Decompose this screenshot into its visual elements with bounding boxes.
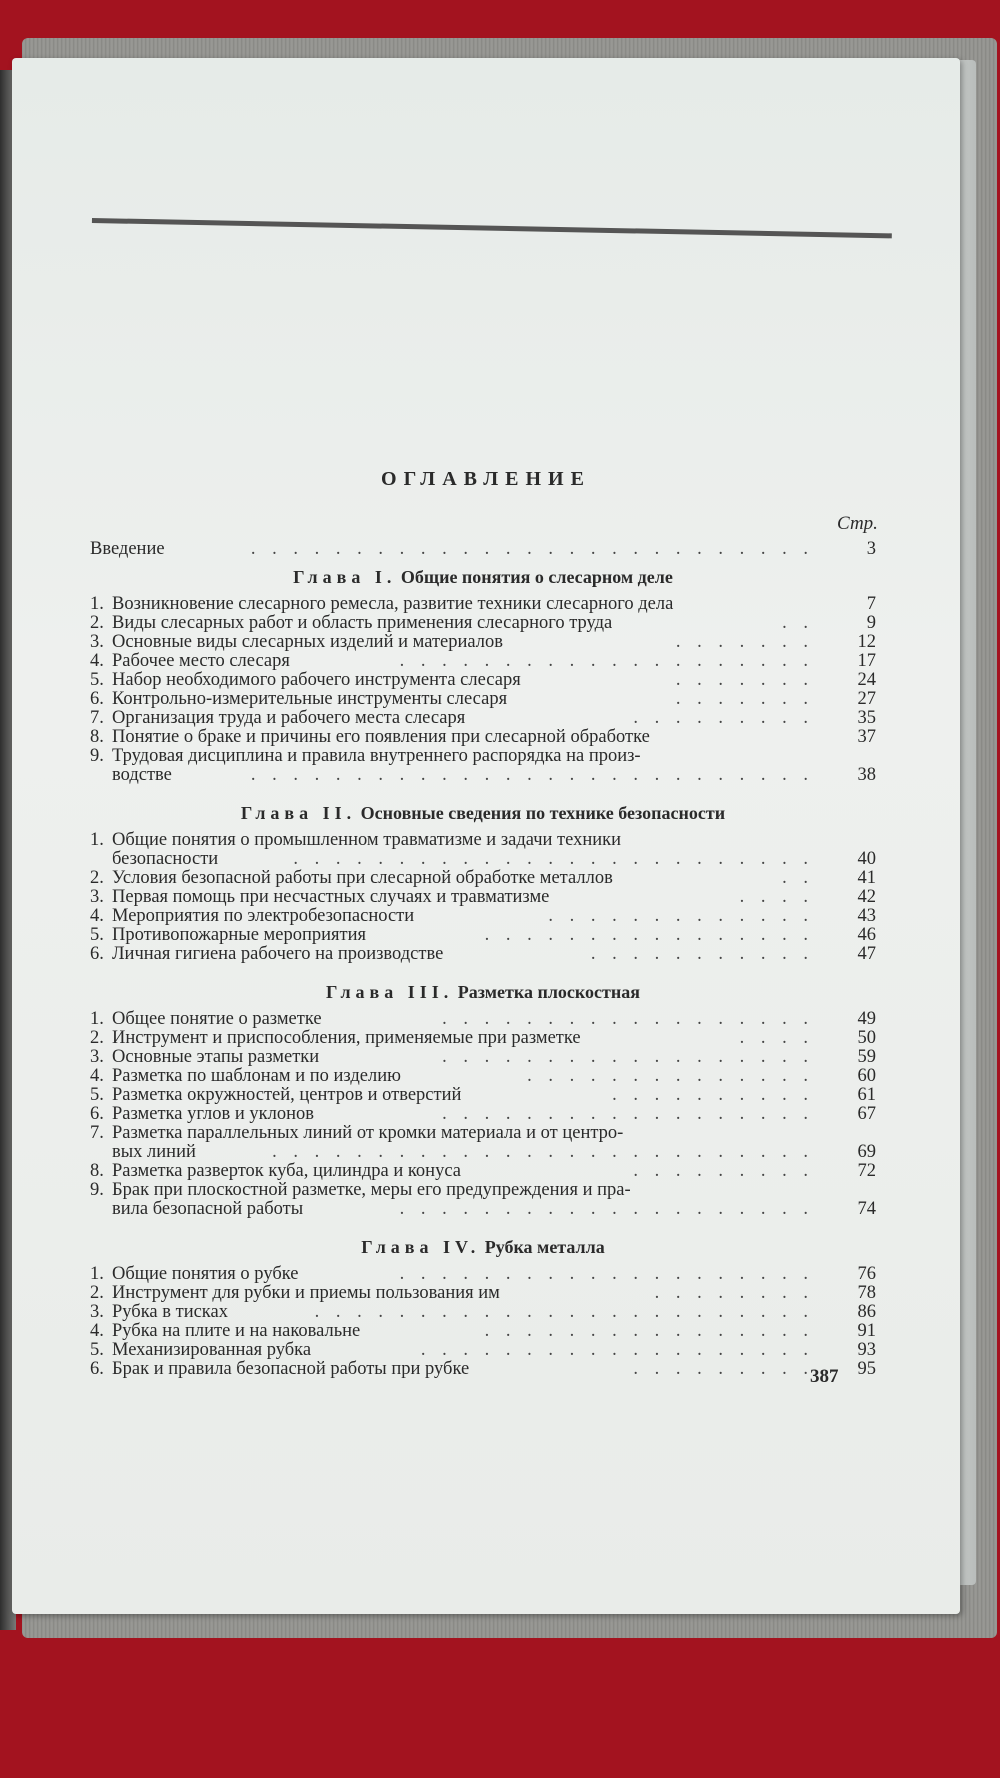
toc-entry-title: Возникновение слесарного ремесла, развитие техники слесарного дела [112, 594, 674, 614]
toc-entry [90, 1360, 876, 1379]
toc-entry-page: 59 [857, 1047, 876, 1067]
toc-leader: . . . . . . . . . . . . . . . . . . . . . . . . . . . [250, 539, 814, 559]
toc-entry-page: 7 [866, 594, 876, 614]
toc-entry-title: Рубка на плите и на наковальне [112, 1321, 361, 1341]
toc-leader: . . . . . . . . . . . . . . . . . . . . [399, 1199, 814, 1219]
toc-entry-title: Инструмент и приспособления, применяемые при разметке [112, 1028, 581, 1048]
toc-entry-number: 7. [90, 708, 104, 728]
toc-entry-number: 8. [90, 727, 104, 747]
toc-intro-label: Введение [90, 539, 165, 559]
toc-leader: . . . . . . . . [654, 1283, 814, 1303]
toc-entry [90, 1341, 876, 1360]
toc-entry-number: 4. [90, 1321, 104, 1341]
toc-entry-number: 6. [90, 1359, 104, 1379]
page-number: 387 [810, 1366, 839, 1387]
toc-entry-number: 6. [90, 944, 104, 964]
toc-entry-page: 42 [857, 887, 876, 907]
chapter-title: Общие понятия о слесарном деле [400, 567, 673, 587]
toc-entry [90, 671, 876, 690]
toc-entry-title-cont: водстве [112, 765, 172, 785]
toc-entry-page: 95 [857, 1359, 876, 1379]
toc-entry-page: 61 [857, 1085, 876, 1105]
toc-entry-continuation [90, 1200, 876, 1219]
toc-entry-page: 43 [857, 906, 876, 926]
toc-entry-page: 40 [857, 849, 876, 869]
toc-leader: . . . . . . . [675, 632, 814, 652]
toc-entry-page: 74 [857, 1199, 876, 1219]
toc-leader: . . . . . . . . . . . . . . . . . . . . . . . . . [293, 849, 814, 869]
toc-leader: . . . . . . . . . . . . . [548, 906, 814, 926]
toc-entry [90, 1067, 876, 1086]
toc-entry [90, 690, 876, 709]
toc-leader: . . . . . . . . . . . . . . [527, 1066, 814, 1086]
toc-entry-number: 5. [90, 1340, 104, 1360]
toc-entry-number: 3. [90, 1047, 104, 1067]
toc-entry [90, 1303, 876, 1322]
toc-entry-title: Разметка разверток куба, цилиндра и конуса [112, 1161, 461, 1181]
chapters [90, 559, 876, 1389]
toc-leader: . . . . . . . . . . . . . . . . . . [442, 1047, 814, 1067]
toc-entry-page: 9 [866, 613, 876, 633]
toc-leader: . . . . . . . . . [633, 1359, 814, 1379]
toc-entry-continuation [90, 850, 876, 869]
toc-entry-page: 27 [857, 689, 876, 709]
toc-entry-page: 12 [857, 632, 876, 652]
toc-entry-title: Рубка в тисках [112, 1302, 228, 1322]
toc-leader: . . . . . . . . . . . . . . . . . . [442, 1009, 814, 1029]
toc-entry-title: Брак и правила безопасной работы при рубке [112, 1359, 470, 1379]
toc-entry-page: 93 [857, 1340, 876, 1360]
toc-entry-number: 5. [90, 925, 104, 945]
toc-entry-title: Разметка углов и уклонов [112, 1104, 314, 1124]
toc-leader: . . . . . . . [675, 689, 814, 709]
toc-entry-title: Первая помощь при несчастных случаях и травматизме [112, 887, 550, 907]
toc-leader: . . . . . . . . . . . . . . . . . . . [420, 1340, 814, 1360]
toc-entry-number: 1. [90, 594, 104, 614]
toc-leader: . . . . . . . . . . . . . . . . . . . . [399, 1264, 814, 1284]
toc-entry-page: 86 [857, 1302, 876, 1322]
toc-entry-number: 3. [90, 1302, 104, 1322]
toc-entry [90, 831, 876, 850]
toc-intro [90, 540, 876, 559]
toc-entry-number: 2. [90, 613, 104, 633]
toc-entry-page: 50 [857, 1028, 876, 1048]
toc-entry-number: 2. [90, 868, 104, 888]
toc-entry-title: Личная гигиена рабочего на производстве [112, 944, 444, 964]
toc-entry [90, 747, 876, 766]
toc-entry [90, 633, 876, 652]
toc-entry-page: 47 [857, 944, 876, 964]
toc-entry-title: Разметка параллельных линий от кромки материала и от центро- [112, 1123, 624, 1143]
toc-entry [90, 1029, 876, 1048]
toc-leader: . . . . . . . . . . . . . . . . . . [442, 1104, 814, 1124]
toc-entry-title-cont: вых линий [112, 1142, 196, 1162]
page-title: ОГЛАВЛЕНИЕ [381, 468, 591, 490]
chapter-title: Основные сведения по технике безопасности [360, 803, 726, 823]
toc-entry-page: 49 [857, 1009, 876, 1029]
toc-entry [90, 652, 876, 671]
toc-entry [90, 1284, 876, 1303]
toc-entry-number: 9. [90, 746, 104, 766]
toc-leader: . . [782, 868, 814, 888]
toc-entry-title: Набор необходимого рабочего инструмента слесаря [112, 670, 521, 690]
chapter-heading [90, 795, 876, 831]
book-page [12, 58, 960, 1614]
toc-entry-title: Основные этапы разметки [112, 1047, 320, 1067]
toc-entry-page: 76 [857, 1264, 876, 1284]
toc-entry [90, 945, 876, 964]
chapter-heading [90, 559, 876, 595]
toc-entry-number: 2. [90, 1283, 104, 1303]
toc-entry-page: 78 [857, 1283, 876, 1303]
toc-entry [90, 595, 876, 614]
toc-entry-title: Общие понятия о промышленном травматизме и задачи техники [112, 830, 622, 850]
toc-intro-page: 3 [866, 539, 876, 559]
spacer [90, 964, 876, 974]
toc-entry-number: 3. [90, 887, 104, 907]
toc-entry [90, 728, 876, 747]
toc-entry-page: 37 [857, 727, 876, 747]
toc-entry [90, 926, 876, 945]
toc-leader: . . . . . . . . . [633, 1161, 814, 1181]
toc-entry-page: 41 [857, 868, 876, 888]
spacer [90, 1219, 876, 1229]
toc-entry [90, 1086, 876, 1105]
chapter-label: Глава III. [326, 982, 454, 1002]
toc-entry-number: 9. [90, 1180, 104, 1200]
toc-entry-number: 6. [90, 1104, 104, 1124]
toc-entry-continuation [90, 1143, 876, 1162]
header-rule [92, 218, 892, 238]
toc-entry [90, 1162, 876, 1181]
toc-entry-title-cont: безопасности [112, 849, 219, 869]
toc-entry-title: Общее понятие о разметке [112, 1009, 322, 1029]
toc-entry-title: Трудовая дисциплина и правила внутреннего распорядка на произ- [112, 746, 641, 766]
toc-leader: . . . . . . . . . . . . . . . . . . . . . . . . [314, 1302, 814, 1322]
toc-entry-number: 7. [90, 1123, 104, 1143]
toc-leader: . . . . . . . . . . . . . . . . . . . . . . . . . . . [250, 765, 814, 785]
chapter-title: Рубка металла [484, 1237, 605, 1257]
table-of-contents [90, 540, 876, 1389]
toc-entry-page: 60 [857, 1066, 876, 1086]
toc-entry [90, 1181, 876, 1200]
toc-leader: . . . . [739, 1028, 814, 1048]
toc-entry [90, 869, 876, 888]
toc-leader: . . . . . . . . . . . [590, 944, 814, 964]
spacer [90, 785, 876, 795]
toc-entry-title: Контрольно-измерительные инструменты слесаря [112, 689, 508, 709]
toc-entry-title: Разметка по шаблонам и по изделию [112, 1066, 401, 1086]
toc-entry-title: Инструмент для рубки и приемы пользования им [112, 1283, 500, 1303]
page-column-header: Стр. [837, 513, 878, 534]
toc-entry-title: Условия безопасной работы при слесарной обработке металлов [112, 868, 613, 888]
toc-entry-title: Виды слесарных работ и область применения слесарного труда [112, 613, 613, 633]
toc-entry [90, 888, 876, 907]
toc-entry [90, 1105, 876, 1124]
toc-leader: . . . . . . . . . . . . . . . . [484, 925, 814, 945]
toc-entry-number: 4. [90, 906, 104, 926]
toc-entry-page: 46 [857, 925, 876, 945]
chapter-label: Глава I. [293, 567, 397, 587]
toc-leader: . . . . . . . . . . . . . . . . . . . . . . . . . . [272, 1142, 814, 1162]
toc-entry-page: 91 [857, 1321, 876, 1341]
chapter-title: Разметка плоскостная [457, 982, 640, 1002]
toc-entry-number: 1. [90, 1264, 104, 1284]
toc-leader: . . [782, 613, 814, 633]
toc-leader: . . . . . . . . . [633, 708, 814, 728]
toc-entry [90, 1048, 876, 1067]
toc-entry-title: Разметка окружностей, центров и отверстий [112, 1085, 462, 1105]
toc-entry-continuation [90, 766, 876, 785]
toc-entry-number: 2. [90, 1028, 104, 1048]
toc-entry [90, 614, 876, 633]
chapter-label: Глава IV. [361, 1237, 481, 1257]
toc-entry-number: 4. [90, 1066, 104, 1086]
toc-entry-number: 6. [90, 689, 104, 709]
toc-entry-title: Понятие о браке и причины его появления при слесарной обработке [112, 727, 650, 747]
toc-entry-title: Основные виды слесарных изделий и материалов [112, 632, 503, 652]
toc-entry-number: 1. [90, 830, 104, 850]
toc-entry-number: 5. [90, 670, 104, 690]
toc-entry-page: 35 [857, 708, 876, 728]
toc-entry [90, 907, 876, 926]
toc-entry [90, 1265, 876, 1284]
toc-entry-title: Общие понятия о рубке [112, 1264, 299, 1284]
chapter-heading [90, 1229, 876, 1265]
toc-leader: . . . . . . . [675, 670, 814, 690]
toc-entry-title: Мероприятия по электробезопасности [112, 906, 415, 926]
toc-entry [90, 1010, 876, 1029]
toc-entry-page: 38 [857, 765, 876, 785]
toc-entry-title: Противопожарные мероприятия [112, 925, 367, 945]
toc-entry-number: 8. [90, 1161, 104, 1181]
toc-leader: . . . . . . . . . . . . . . . . [484, 1321, 814, 1341]
toc-entry [90, 709, 876, 728]
toc-entry-page: 24 [857, 670, 876, 690]
toc-entry-number: 1. [90, 1009, 104, 1029]
toc-entry-number: 4. [90, 651, 104, 671]
toc-entry-title-cont: вила безопасной работы [112, 1199, 304, 1219]
toc-entry-title: Механизированная рубка [112, 1340, 312, 1360]
toc-leader: . . . . [739, 887, 814, 907]
toc-entry-number: 5. [90, 1085, 104, 1105]
toc-entry [90, 1322, 876, 1341]
toc-entry [90, 1124, 876, 1143]
toc-leader: . . . . . . . . . . . . . . . . . . . . [399, 651, 814, 671]
chapter-label: Глава II. [240, 803, 357, 823]
spacer [90, 1379, 876, 1389]
toc-entry-page: 17 [857, 651, 876, 671]
toc-entry-page: 69 [857, 1142, 876, 1162]
toc-entry-title: Брак при плоскостной разметке, меры его предупреждения и пра- [112, 1180, 631, 1200]
chapter-heading [90, 974, 876, 1010]
toc-entry-title: Рабочее место слесаря [112, 651, 290, 671]
toc-entry-number: 3. [90, 632, 104, 652]
toc-entry-title: Организация труда и рабочего места слесаря [112, 708, 466, 728]
toc-leader: . . . . . . . . . . [612, 1085, 814, 1105]
toc-entry-page: 67 [857, 1104, 876, 1124]
toc-entry-page: 72 [857, 1161, 876, 1181]
